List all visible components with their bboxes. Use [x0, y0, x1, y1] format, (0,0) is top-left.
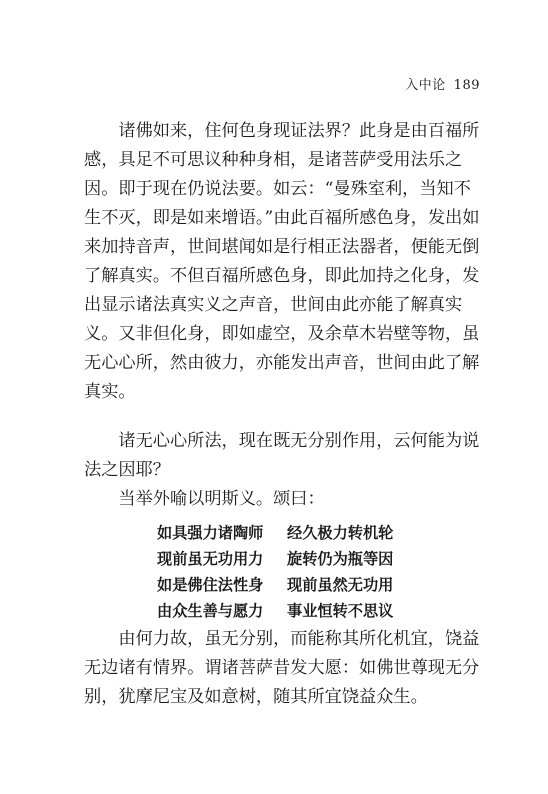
text-block-2 [84, 427, 480, 514]
verse-line [157, 598, 457, 624]
paragraph-1: 诸佛如来，住何色身现证法界？此身是由百福所感，具足不可思议种种身相，是诸菩萨受用法乐之因。即于现在仍说法要。如云：“曼殊室利，当知不生不灭，即是如来增语。”由此百福所感色身，发出如来加持音声，世间堪闻如是行相正法器者，便能无倒了解真实。不但百福所感色身，即此加持之化身，发出显示诸法真实义之声音，世间由此亦能了解真实义。又非但化身，即如虚空，及余草木岩壁等物，虽无心心所，然由彼力，亦能发出声音，世间由此了解真实。 [84, 121, 480, 402]
verse-line-part: 现前虽无功用力 [157, 550, 264, 568]
book-title: 入中论 [405, 78, 446, 93]
verse-block [157, 520, 457, 624]
verse-line-part: 现前虽然无功用 [287, 576, 394, 594]
verse-line-part: 由众生善与愿力 [157, 602, 264, 620]
paragraph-4: 由何力故，虽无分别，而能称其所化机宜，饶益无边诸有情界。谓诸菩萨昔发大愿：如佛世尊现无分别，犹摩尼宝及如意树，随其所宜饶益众生。 [84, 629, 480, 707]
verse-line-part: 事业恒转不思议 [287, 602, 394, 620]
verse-line-part: 如是佛住法性身 [157, 576, 264, 594]
verse-line [157, 572, 457, 598]
verse-line [157, 546, 457, 572]
verse-line-part: 经久极力转机轮 [287, 524, 394, 542]
text-block-3 [84, 625, 480, 712]
page-number: 189 [453, 78, 480, 93]
running-header [405, 74, 480, 93]
paragraph-3: 当举外喻以明斯义。颂曰： [118, 489, 325, 509]
verse-line-part: 旋转仍为瓶等因 [287, 550, 394, 568]
verse-line-part: 如具强力诸陶师 [157, 524, 264, 542]
paragraph-2: 诸无心心所法，现在既无分别作用，云何能为说法之因耶？ [84, 431, 480, 480]
verse-line [157, 520, 457, 546]
text-block-1 [84, 117, 480, 407]
